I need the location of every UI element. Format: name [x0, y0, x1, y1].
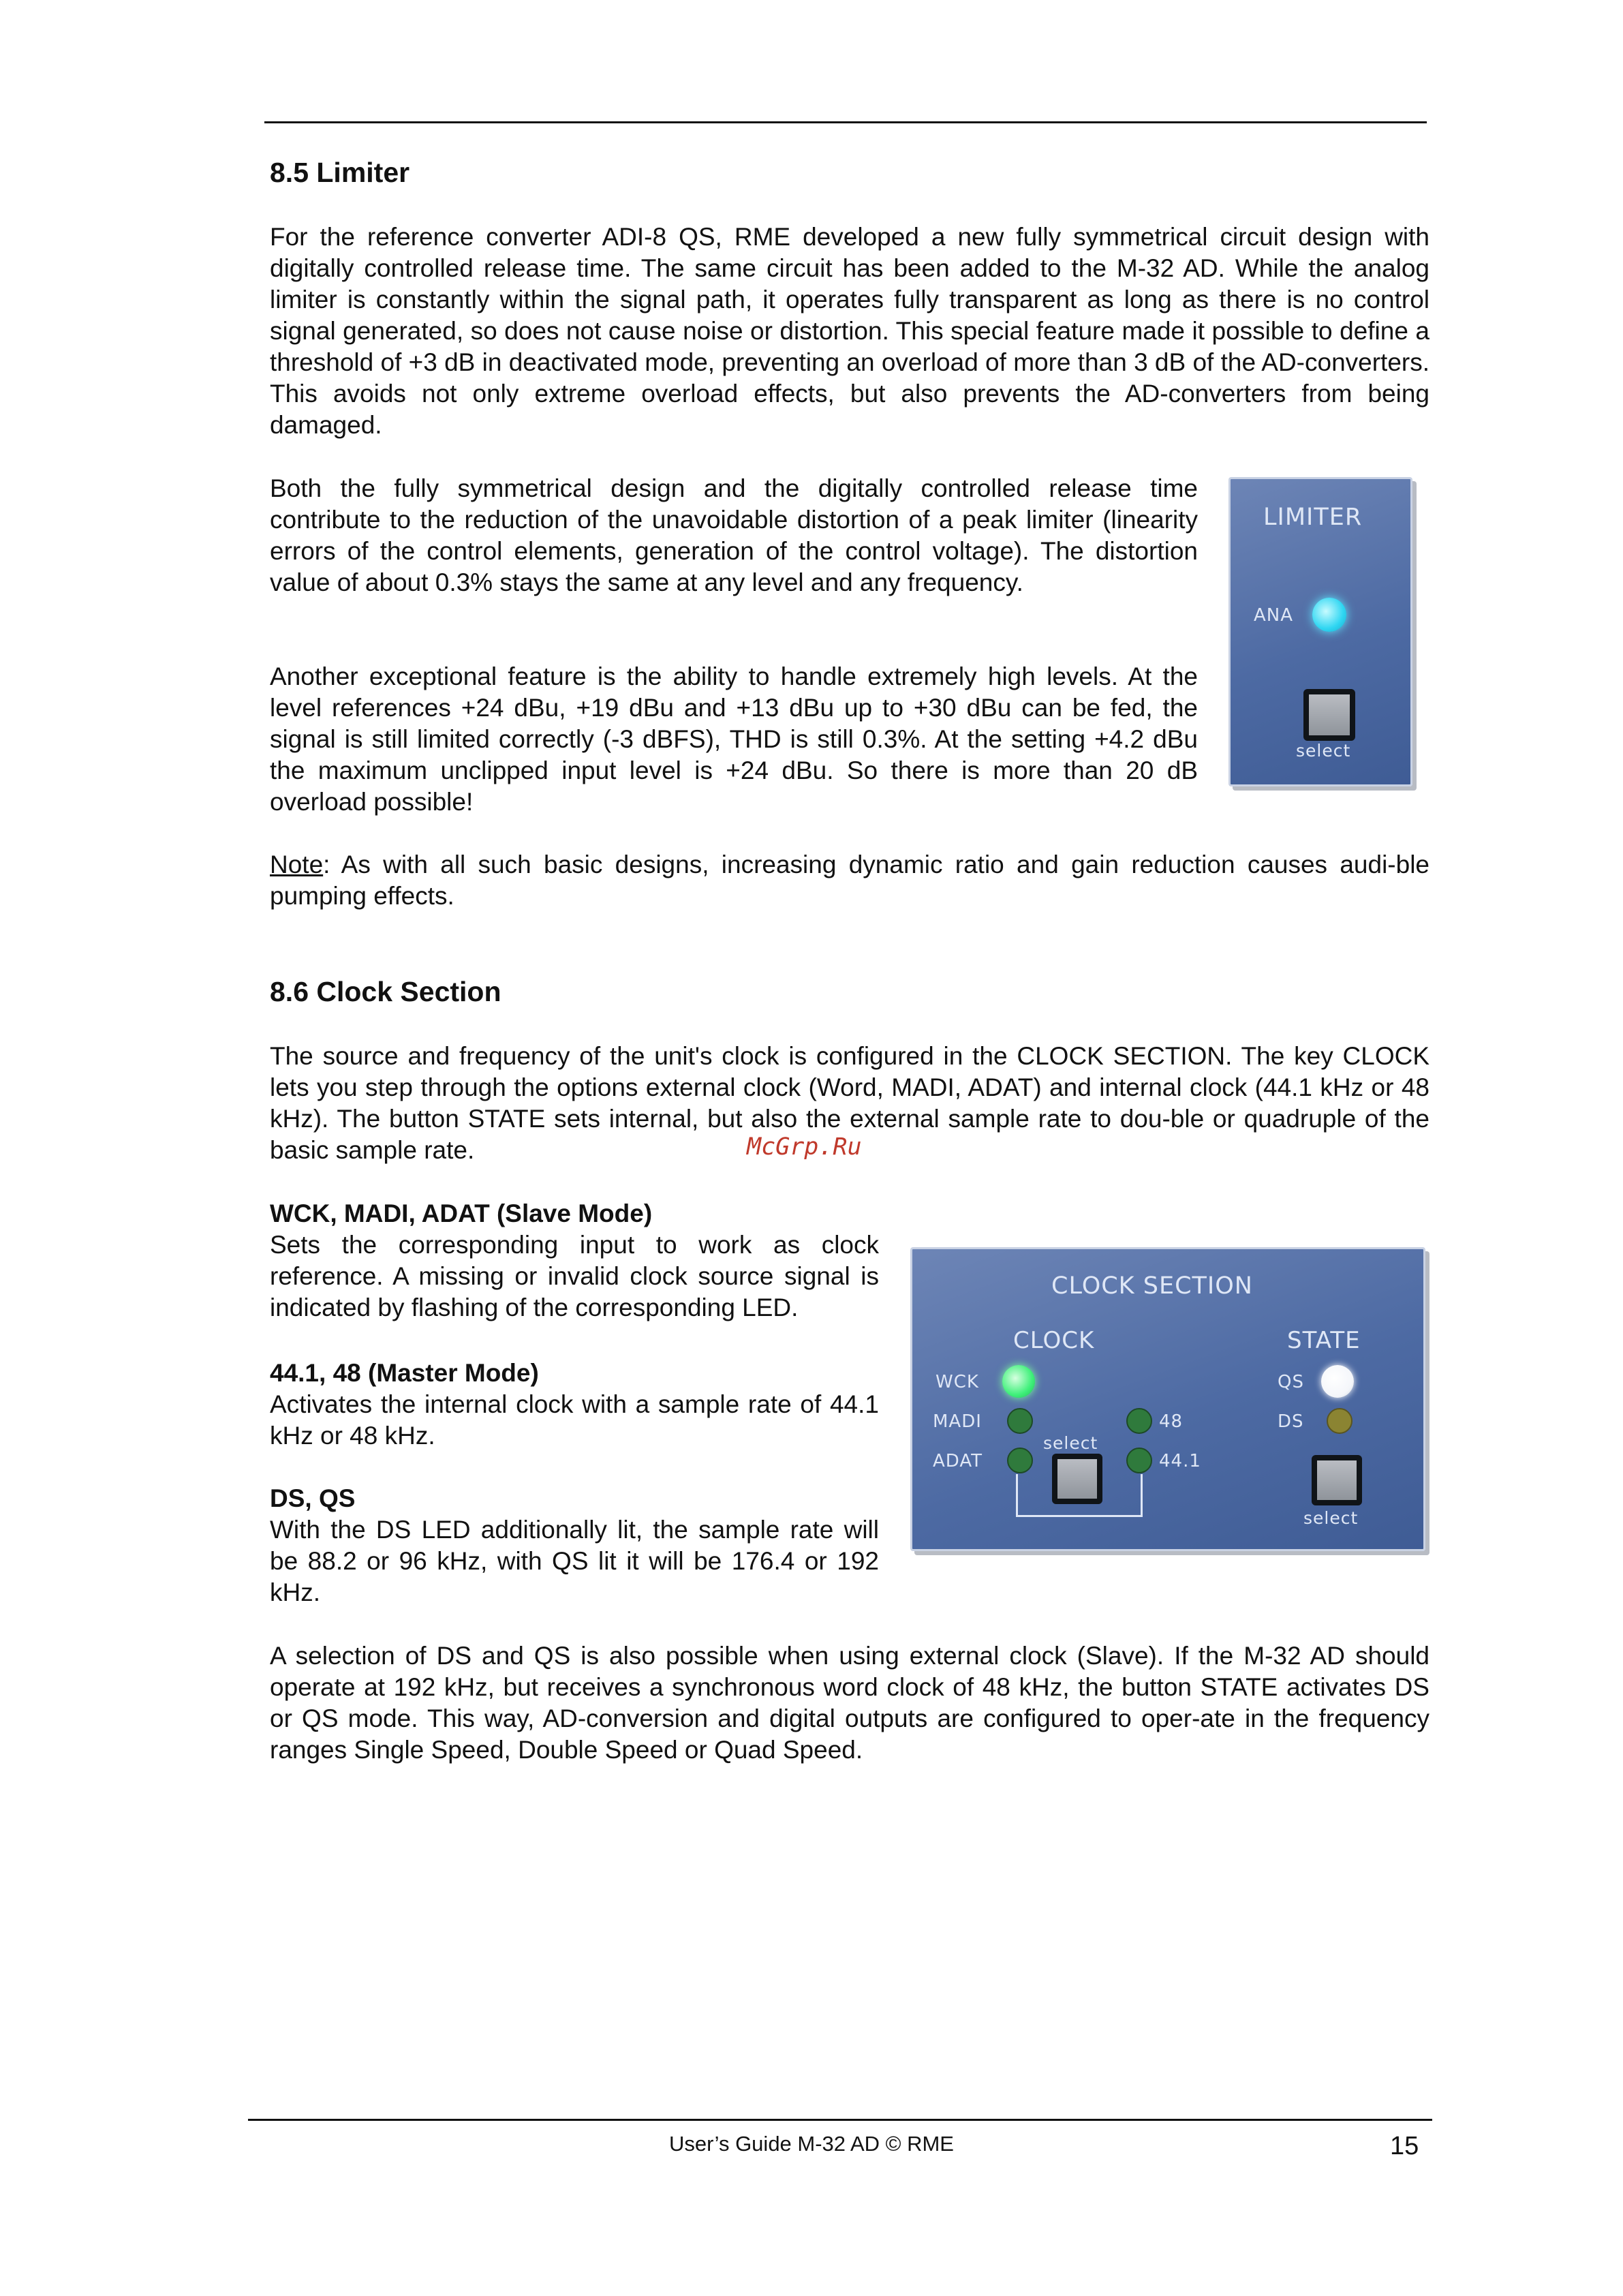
- master-mode-text: Activates the internal clock with a sample rate of 44.1 kHz or 48 kHz.: [270, 1390, 879, 1450]
- ds-qs-block: [270, 1483, 879, 1608]
- ana-led-icon: [1312, 598, 1346, 632]
- wck-led-label: WCK: [936, 1372, 979, 1392]
- wck-led-icon: [1002, 1365, 1035, 1398]
- footer-text: User’s Guide M-32 AD © RME: [669, 2132, 954, 2156]
- section-heading-limiter: 8.5 Limiter: [270, 157, 410, 188]
- state-label: STATE: [1287, 1327, 1361, 1354]
- section-heading-clock: 8.6 Clock Section: [270, 976, 501, 1007]
- 48-led-label: 48: [1159, 1411, 1184, 1432]
- watermark: McGrp.Ru: [747, 1133, 862, 1161]
- adat-led-label: ADAT: [933, 1451, 983, 1471]
- ds-led-label: DS: [1278, 1411, 1304, 1432]
- qs-led-icon: [1321, 1365, 1354, 1398]
- page-number: 15: [1390, 2132, 1419, 2160]
- note-text: : As with all such basic designs, increasing dynamic ratio and gain reduction causes audi-ble pumping effects.: [270, 851, 1429, 910]
- ds-qs-title: DS, QS: [270, 1484, 356, 1512]
- limiter-panel: [1228, 477, 1412, 786]
- limiter-select-button[interactable]: [1303, 689, 1355, 741]
- madi-led-icon: [1007, 1408, 1033, 1434]
- clock-subsections: [270, 1198, 879, 1323]
- clock-paragraph-final: A selection of DS and QS is also possible when using external clock (Slave). If the M-32 AD should operate at 192 kHz, but receives a synchronous word clock of 48 kHz, the button STATE activates DS or QS mode. This way, AD-conversion and digital outputs are configured to oper-ate in the frequency ranges Single Speed, Double Speed or Quad Speed.: [270, 1642, 1429, 1764]
- state-select-button[interactable]: [1312, 1455, 1362, 1505]
- slave-mode-title: WCK, MADI, ADAT (Slave Mode): [270, 1199, 653, 1227]
- note-label: Note: [270, 851, 324, 878]
- 441-led-icon: [1126, 1448, 1152, 1473]
- clock-label: CLOCK: [1013, 1327, 1095, 1354]
- clock-paragraph-1: The source and frequency of the unit's clock is configured in the CLOCK SECTION. The key CLOCK lets you step through the options external clock (Word, MADI, ADAT) and internal clock (44.1 kHz or 48 kHz). The button STATE sets internal, but also the external sample rate to dou-ble or quadruple of the basic sample rate.: [270, 1042, 1429, 1164]
- ana-led-label: ANA: [1254, 605, 1294, 626]
- limiter-note: [270, 849, 1429, 912]
- limiter-select-label: select: [1296, 741, 1351, 761]
- qs-led-label: QS: [1278, 1372, 1304, 1392]
- madi-led-label: MADI: [933, 1411, 982, 1432]
- master-mode-title: 44.1, 48 (Master Mode): [270, 1359, 539, 1387]
- footer-rule: [248, 2119, 1432, 2121]
- clock-bracket: [1016, 1474, 1143, 1517]
- limiter-paragraph-3: Another exceptional feature is the ability to handle extremely high levels. At the level references +24 dBu, +19 dBu and +13 dBu up to +30 dBu can be fed, the signal is still limited correctly (-3 dBFS), THD is still 0.3%. At the setting +4.2 dBu the maximum unclipped input level is +24 dBu. So there is more than 20 dB overload possible!: [270, 662, 1198, 816]
- limiter-paragraph-2: Both the fully symmetrical design and the digitally controlled release time contribute to the reduction of the unavoidable distortion of a peak limiter (linearity errors of the control elements, generation of the control voltage). The distortion value of about 0.3% stays the same at any level and any frequency.: [270, 474, 1198, 596]
- clock-select-label: select: [1043, 1433, 1098, 1453]
- state-select-label: select: [1303, 1508, 1359, 1528]
- clock-panel-title: CLOCK SECTION: [1051, 1272, 1253, 1300]
- ds-qs-text: With the DS LED additionally lit, the sample rate will be 88.2 or 96 kHz, with QS lit it will be 176.4 or 192 kHz.: [270, 1516, 879, 1606]
- adat-led-icon: [1007, 1448, 1033, 1473]
- slave-mode-text: Sets the corresponding input to work as clock reference. A missing or invalid clock source signal is indicated by flashing of the corresponding LED.: [270, 1231, 879, 1321]
- clock-section-panel: [910, 1247, 1425, 1551]
- master-mode-block: [270, 1358, 879, 1452]
- 48-led-icon: [1126, 1408, 1152, 1434]
- 441-led-label: 44.1: [1159, 1451, 1201, 1471]
- header-rule: [264, 121, 1427, 123]
- ds-led-icon: [1327, 1408, 1352, 1434]
- limiter-panel-title: LIMITER: [1263, 504, 1363, 531]
- limiter-paragraph-1: For the reference converter ADI-8 QS, RME developed a new fully symmetrical circuit design with digitally controlled release time. The same circuit has been added to the M-32 AD. While the analog limiter is constantly within the signal path, it operates fully transparent as long as there is no control signal generated, so does not cause noise or distortion. This special feature made it possible to define a threshold of +3 dB in deactivated mode, preventing an overload of more than 3 dB of the AD-converters. This avoids not only extreme overload effects, but also prevents the AD-converters from being damaged.: [270, 223, 1429, 439]
